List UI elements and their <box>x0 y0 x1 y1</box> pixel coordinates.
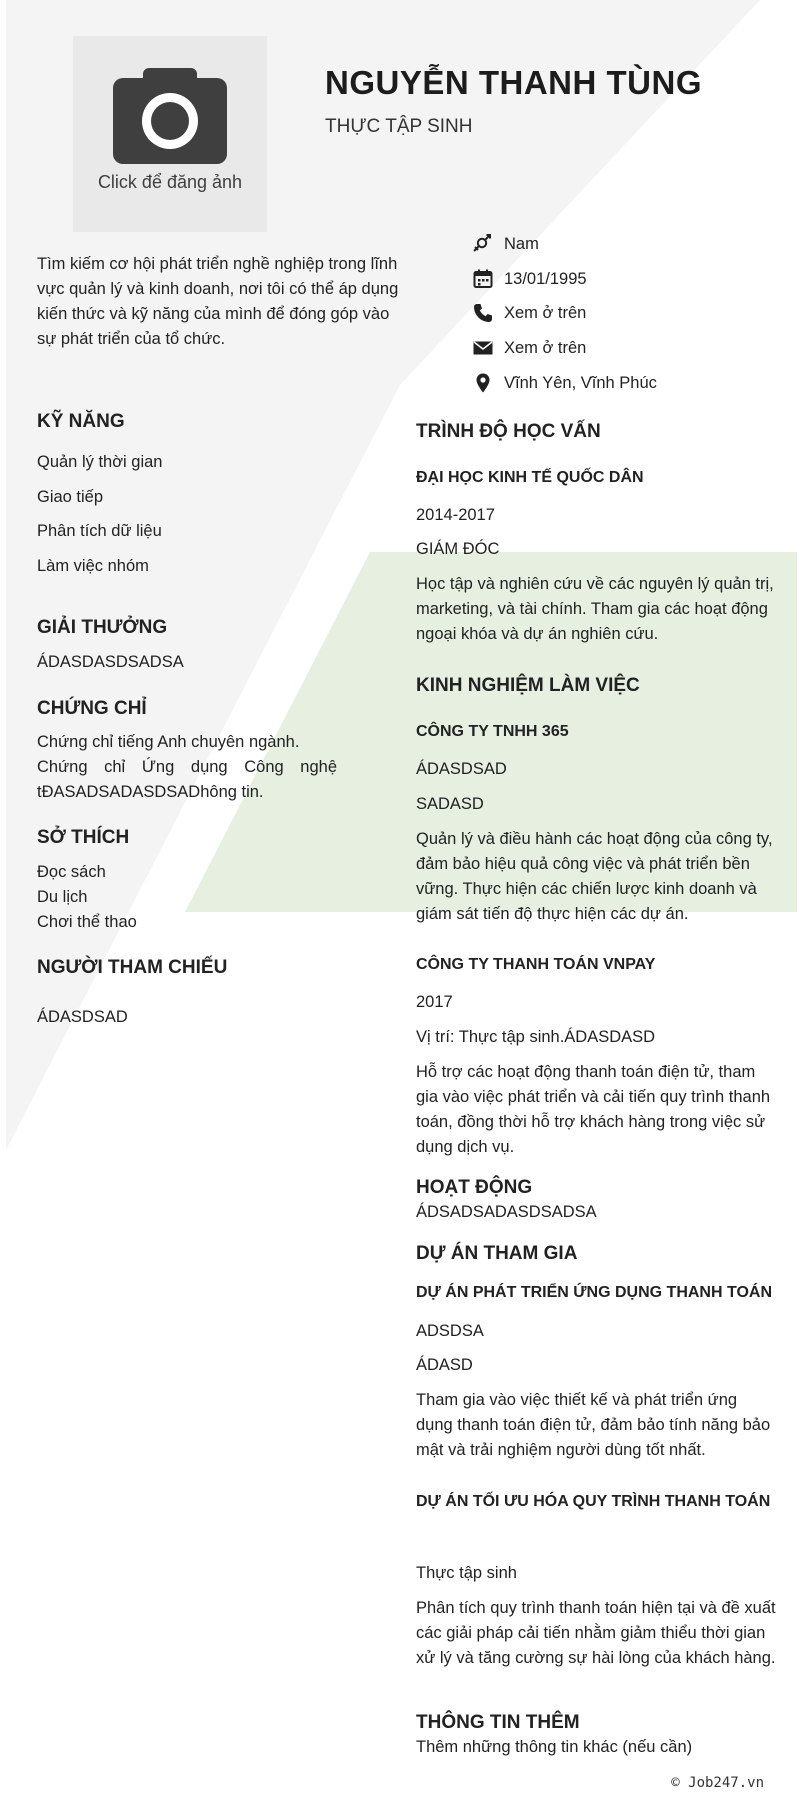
gender-icon <box>472 233 494 255</box>
contact-address <box>472 369 792 397</box>
additional-info-title: THÔNG TIN THÊM <box>416 1712 580 1733</box>
certificate-line-2-text: Chứng chỉ Ứng dụng Công nghệ <box>37 758 337 776</box>
phone-icon <box>472 302 494 324</box>
references-title: NGƯỜI THAM CHIẾU <box>37 957 228 978</box>
job-2-time: 2017 <box>416 993 453 1011</box>
avatar-upload-label: Click để đăng ảnh <box>97 172 243 192</box>
list-item: Giao tiếp <box>37 487 104 506</box>
camera-icon <box>111 64 229 168</box>
activities-text: ÁDSADSADASDSADSA <box>416 1203 597 1221</box>
references-text: ÁDASDSAD <box>37 1008 128 1026</box>
career-objective: Tìm kiếm cơ hội phát triển nghề nghiệp trong lĩnh vực quản lý và kinh doanh, nơi tôi có thể áp dụng kiến thức và kỹ năng của mình để đóng góp vào sự phát triển của tổ chức. <box>37 255 399 348</box>
footer-copyright: © Job247.vn <box>671 1775 764 1791</box>
education-years: 2014-2017 <box>416 506 495 524</box>
certificate-line-2 <box>37 755 337 780</box>
project-1-line2: ÁDASD <box>416 1356 473 1374</box>
certificate-line-1: Chứng chỉ tiếng Anh chuyên ngành. <box>37 733 300 751</box>
list-item: Phân tích dữ liệu <box>37 522 162 540</box>
contact-email-value: Xem ở trên <box>504 338 587 357</box>
experience-title: KINH NGHIỆM LÀM VIỆC <box>416 675 640 696</box>
job-2-description: Hỗ trợ các hoạt động thanh toán điện tử, tham gia vào việc phát triển và cải tiến quy trình thanh toán, đồng thời hỗ trợ khách hàng trong việc sử dụng dịch vụ. <box>416 1063 771 1156</box>
project-2-line2: Thực tập sinh <box>416 1564 517 1582</box>
project-1-line1: ADSDSA <box>416 1322 484 1340</box>
list-item: Làm việc nhóm <box>37 556 149 575</box>
project-2-description: Phân tích quy trình thanh toán hiện tại và đề xuất các giải pháp cải tiến nhằm giảm thiểu thời gian xử lý và tăng cường sự hài lòng của khách hàng. <box>416 1599 776 1667</box>
certificates-title: CHỨNG CHỈ <box>37 698 147 719</box>
certificates-text <box>37 730 337 805</box>
list-item: Chơi thể thao <box>37 913 137 931</box>
job-1-time: ÁDASDSAD <box>416 760 507 778</box>
contact-phone <box>472 299 792 327</box>
certificate-line-3: tĐASADSADASDSADhông tin. <box>37 783 264 801</box>
skills-list <box>37 445 357 583</box>
awards-text: ÁDASDASDSADSA <box>37 653 184 671</box>
education-major: GIÁM ĐÓC <box>416 540 500 558</box>
project-1-name: DỰ ÁN PHÁT TRIỂN ỨNG DỤNG THANH TOÁN <box>416 1284 773 1301</box>
project-1-description: Tham gia vào việc thiết kế và phát triển ứng dụng thanh toán điện tử, đảm bảo tính năng bảo mật và trải nghiệm người dùng tốt nhất. <box>416 1391 771 1459</box>
contact-address-value: Vĩnh Yên, Vĩnh Phúc <box>504 373 657 392</box>
avatar-upload[interactable] <box>73 36 267 232</box>
skills-title: KỸ NĂNG <box>37 411 125 432</box>
awards-title: GIẢI THƯỞNG <box>37 617 168 638</box>
job-2-company: CÔNG TY THANH TOÁN VNPAY <box>416 956 656 973</box>
education-school: ĐẠI HỌC KINH TẾ QUỐC DÂN <box>416 469 644 486</box>
contact-phone-value: Xem ở trên <box>504 303 587 322</box>
education-description: Học tập và nghiên cứu về các nguyên lý quản trị, marketing, và tài chính. Tham gia các hoạt động ngoại khóa và dự án nghiên cứu. <box>416 575 774 643</box>
hobbies-list <box>37 860 357 935</box>
activities-title: HOẠT ĐỘNG <box>416 1177 533 1198</box>
contact-birthday <box>472 265 792 293</box>
location-pin-icon <box>472 372 494 394</box>
projects-title: DỰ ÁN THAM GIA <box>416 1243 578 1264</box>
project-2-name: DỰ ÁN TỐI ƯU HÓA QUY TRÌNH THANH TOÁN <box>416 1493 771 1510</box>
job-1-description: Quản lý và điều hành các hoạt động của công ty, đảm bảo hiệu quả công việc và phát triển bền vững. Thực hiện các chiến lược kinh doanh và giám sát tiến độ thực hiện các dự án. <box>416 830 773 923</box>
contact-gender-value: Nam <box>504 234 539 253</box>
job-2-position: Vị trí: Thực tập sinh.ÁDASDASD <box>416 1028 656 1046</box>
job-title: THỰC TẬP SINH <box>325 116 473 137</box>
contact-email <box>472 334 792 362</box>
job-1-position: SADASD <box>416 795 484 813</box>
list-item: Đọc sách <box>37 863 106 881</box>
calendar-icon <box>472 268 494 290</box>
list-item: Quản lý thời gian <box>37 453 163 471</box>
education-title: TRÌNH ĐỘ HỌC VẤN <box>416 421 601 442</box>
list-item: Du lịch <box>37 888 88 906</box>
contact-gender <box>472 230 792 258</box>
email-icon <box>472 337 494 359</box>
hobbies-title: SỞ THÍCH <box>37 827 130 848</box>
additional-info-text: Thêm những thông tin khác (nếu cần) <box>416 1738 693 1756</box>
contact-birthday-value: 13/01/1995 <box>504 269 587 288</box>
full-name: NGUYỄN THANH TÙNG <box>325 64 702 101</box>
job-1-company: CÔNG TY TNHH 365 <box>416 723 569 740</box>
